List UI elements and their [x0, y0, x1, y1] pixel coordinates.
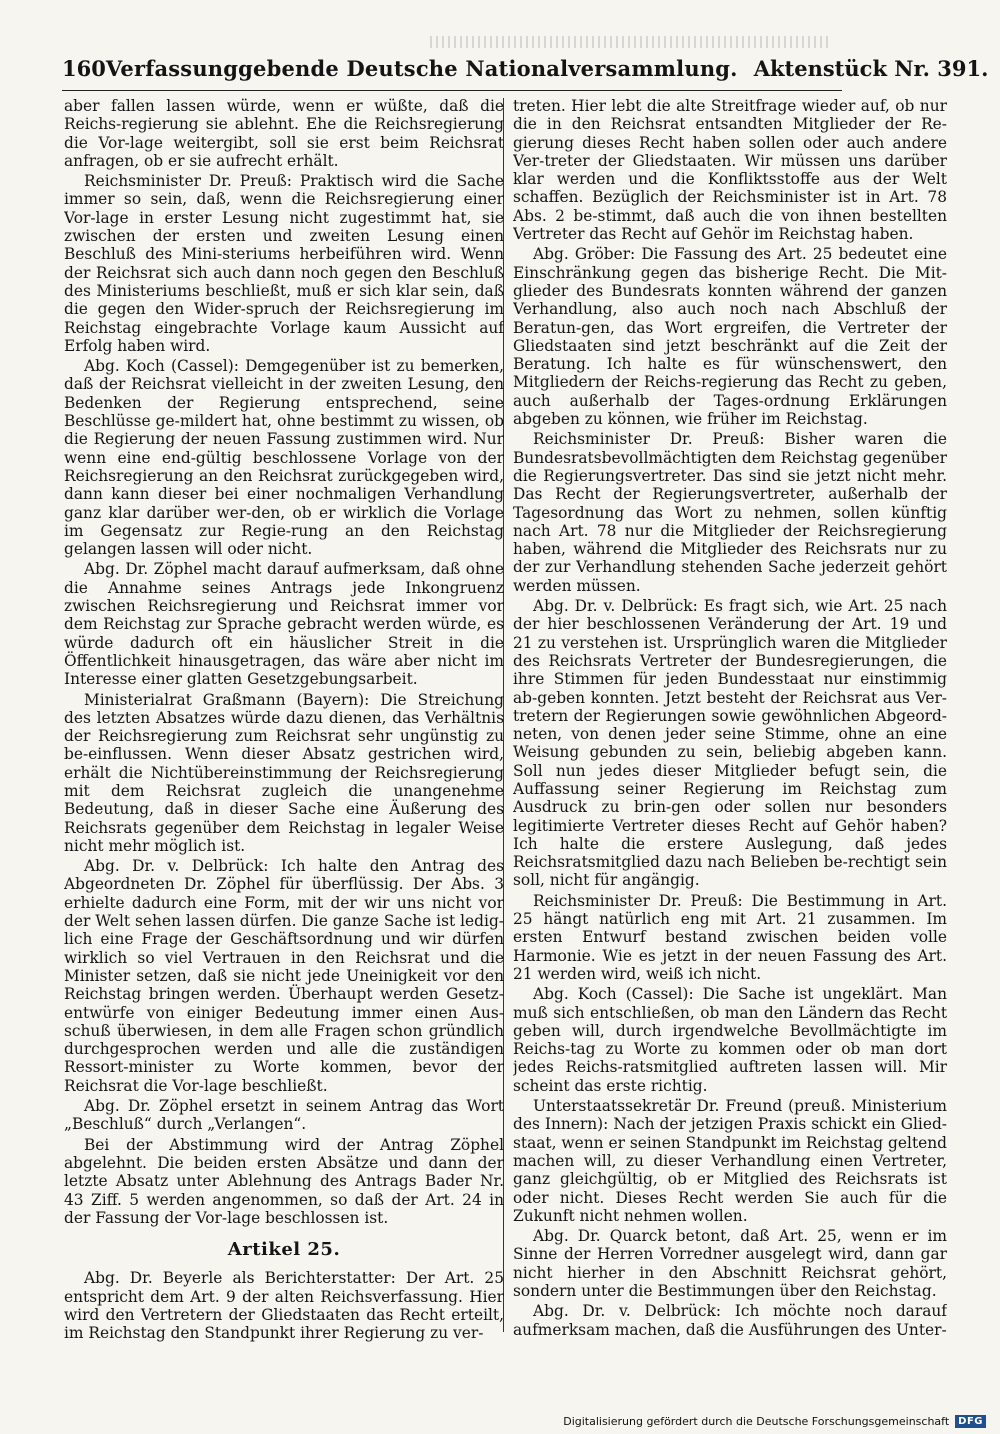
paragraph: Ministerialrat Graßmann (Bayern): Die Streichung des letzten Absatzes würde dazu dienen, das Verhältnis der Reichsregierung zum Reichsrat sehr ungünstig zu be-einflussen. Wenn dieser Absatz gestrichen wird, erhält die Nichtübereinstimmung der Reichsregierung mit dem Reichsrat zugleich die unangenehme Bedeutung, daß in dieser Sache eine Äußerung des Reichsrats gegenüber dem Reichstag in legaler Weise nicht mehr möglich ist.: [64, 690, 504, 855]
paragraph: Abg. Dr. v. Delbrück: Ich möchte noch darauf aufmerksam machen, daß die Ausführungen des Unter-: [513, 1302, 947, 1339]
paragraph: Abg. Dr. v. Delbrück: Es fragt sich, wie Art. 25 nach der hier beschlossenen Veränderung der Art. 19 und 21 zu verstehen ist. Ursprünglich waren die Mitglieder des Reichsrats Vertreter der Bundesregierungen, die ihre Stimmen für jeden Bundesstaat nur einstimmig ab-geben konnten. Jetzt besteht der Reichsrat aus Ver-tretern der Regierungen sowie gewöhnlichen Abgeord-neten, von denen jeder seine Stimme, ohne an eine Weisung gebunden zu sein, beliebig abgeben kann. Soll nun jedes dieser Mitglieder befugt sein, die Auffassung seiner Regierung im Reichstag zum Ausdruck zu brin-gen oder sollen nur besonders legitimierte Vertreter dieses Recht auf Gehör haben? Ich halte die erstere Auslegung, daß jedes Reichsratsmitglied dazu nach Belieben be-rechtigt sein soll, nicht für angängig.: [513, 597, 947, 890]
paragraph: Abg. Gröber: Die Fassung des Art. 25 bedeutet eine Einschränkung gegen das bisherige Recht. Die Mit-glieder des Bundesrats konnten während der ganzen Verhandlung, also auch noch nach Abschluß der Beratun-gen, das Wort ergreifen, die Vertreter der Gliedstaaten sind jetzt beschränkt auf die Zeit der Beratung. Ich halte es für wünschenswert, den Mitgliedern der Reichs-regierung das Recht zu geben, auch außerhalb der Tages-ordnung Erklärungen abgeben zu können, wie früher im Reichstag.: [513, 245, 947, 429]
paragraph: Unterstaatssekretär Dr. Freund (preuß. Ministerium des Innern): Nach der jetzigen Praxis schickt ein Glied-staat, wenn er seinen Standpunkt im Reichstag geltend machen will, zu dieser Verhandlung einen Vertreter, ganz gleichgültig, ob er Mitglied des Reichsrats ist oder nicht. Dieses Recht werden Sie auch für die Zukunft nicht nehmen wollen.: [513, 1097, 947, 1225]
paragraph: Abg. Dr. Zöphel macht darauf aufmerksam, daß ohne die Annahme seines Antrags jede Inkongruenz zwischen Reichsregierung und Reichsrat immer vor dem Reichstag zur Sprache gebracht werden würde, es würde dadurch oft ein häuslicher Streit in die Öffentlichkeit hinausgetragen, das wäre aber nicht im Interesse einer glatten Gesetzgebungsarbeit.: [64, 560, 504, 689]
header-rule: [62, 90, 842, 91]
paragraph: Reichsminister Dr. Preuß: Bisher waren die Bundesratsbevollmächtigten dem Reichstag gegenüber die Regierungsvertreter. Das sind sie jetzt nicht mehr. Das Recht der Regierungsvertreter, außerhalb der Tagesordnung das Wort zu nehmen, sollen künftig nach Art. 78 nur die Mitglieder der Reichsregierung haben, während die Mitglieder des Reichsrats nur zu der zur Verhandlung stehenden Sache jederzeit gehört werden müssen.: [513, 430, 947, 595]
dfg-logo: DFG: [955, 1415, 986, 1428]
paragraph: Abg. Koch (Cassel): Demgegenüber ist zu bemerken, daß der Reichsrat vielleicht in der zweiten Lesung, den Bedenken der Regierung entsprechend, seine Beschlüsse ge-mildert hat, ohne bestimmt zu wissen, ob die Regierung der neuen Fassung zustimmen wird. Nur wenn eine end-gültig beschlossene Vorlage von der Reichsregierung an den Reichsrat zurückgegeben wird, dann kann dieser bei einer nochmaligen Verhandlung ganz klar darüber wer-den, ob er wirklich die Vorlage im Gegensatz zur Regie-rung an den Reichstag gelangen lassen will oder nicht.: [64, 357, 504, 559]
paragraph: treten. Hier lebt die alte Streitfrage wieder auf, ob nur die in den Reichsrat entsandten Mitglieder der Re-gierung dieses Recht haben sollen oder auch andere Ver-treter der Gliedstaaten. Wir müssen uns darüber klar werden und die Konfliktsstoffe aus der Welt schaffen. Bezüglich der Reichsminister ist in Art. 78 Abs. 2 be-stimmt, daß auch die von ihnen bestellten Vertreter das Recht auf Gehör im Reichstag haben.: [513, 97, 947, 244]
paragraph: Abg. Koch (Cassel): Die Sache ist ungeklärt. Man muß sich entschließen, ob man den Ländern das Recht geben will, durch irgendwelche Bevollmächtigte im Reichs-tag zu Worte zu kommen oder ob man dort jedes Reichs-ratsmitglied auftreten lassen will. Mir scheint das erste richtig.: [513, 985, 947, 1095]
left-column: [64, 97, 504, 1347]
paragraph: Abg. Dr. v. Delbrück: Ich halte den Antrag des Abgeordneten Dr. Zöphel für überflüssig. Der Abs. 3 erhielte dadurch eine Form, mit der wir uns nicht vor der Welt sehen lassen dürfen. Die ganze Sache ist ledig-lich eine Frage der Geschäftsordnung und wir dürfen wirklich so viel Vertrauen in den Reichsrat und die Minister setzen, daß sie nicht jede Uneinigkeit vor den Reichstag bringen werden. Überhaupt werden Gesetz-entwürfe von einiger Bedeutung immer einen Aus-schuß überwiesen, in dem alle Fragen schon gründlich durchgesprochen werden und alle die zuständigen Ressort-minister zu Worte kommen, bevor der Reichsrat die Vor-lage beschließt.: [64, 857, 504, 1095]
page-number: 160: [62, 56, 106, 81]
running-title: Verfassunggebende Deutsche Nationalversammlung.: [105, 56, 738, 81]
page-header: [62, 56, 989, 90]
paragraph: aber fallen lassen würde, wenn er wüßte, daß die Reichs-regierung sie ablehnt. Ehe die Reichsregierung die Vor-lage weitergibt, soll sie erst beim Reichsrat anfragen, ob er sie aufrecht erhält.: [64, 97, 504, 170]
paragraph: Abg. Dr. Beyerle als Berichterstatter: Der Art. 25 entspricht dem Art. 9 der alten Reichsverfassung. Hier wird den Vertretern der Gliedstaaten das Recht erteilt, im Reichstag den Standpunkt ihrer Regierung zu ver-: [64, 1269, 504, 1343]
vote-paragraph: Bei der Abstimmung wird der Antrag Zöphel abgelehnt. Die beiden ersten Absätze und dann der letzte Absatz unter Ablehnung des Antrags Bader Nr. 43 Ziff. 5 werden angenommen, so daß der Art. 24 in der Fassung der Vor-lage beschlossen ist.: [64, 1135, 504, 1227]
document-number: Aktenstück Nr. 391.: [753, 56, 989, 81]
paragraph: Reichsminister Dr. Preuß: Die Bestimmung in Art. 25 hängt natürlich eng mit Art. 21 zusammen. Im ersten Entwurf bestand zwischen beiden volle Harmonie. Wie es jetzt in der neuen Fassung des Art. 21 werden wird, weiß ich nicht.: [513, 891, 947, 983]
paragraph: Abg. Dr. Zöphel ersetzt in seinem Antrag das Wort „Beschluß“ durch „Verlangen“.: [64, 1097, 504, 1134]
paragraph: Reichsminister Dr. Preuß: Praktisch wird die Sache immer so sein, daß, wenn die Reichsregierung einer Vor-lage in erster Lesung nicht zugestimmt hat, sie zwischen der ersten und zweiten Lesung einen Beschluß des Mini-steriums herbeiführen wird. Wenn der Reichsrat sich auch dann noch gegen den Beschluß des Ministeriums beschließt, muß er sich klar sein, daß die gegen den Wider-spruch der Reichsregierung im Reichstag eingebrachte Vorlage kaum Aussicht auf Erfolg haben wird.: [64, 172, 504, 355]
page-footer: [563, 1415, 986, 1428]
right-column: [513, 97, 947, 1347]
paragraph: Abg. Dr. Quarck betont, daß Art. 25, wenn er im Sinne der Herren Vorredner ausgelegt wird, dann gar nicht hierher in den Abschnitt Reichsrat gehört, sondern unter die Bestimmungen über den Reichstag.: [513, 1227, 947, 1300]
funding-credit: Digitalisierung gefördert durch die Deutsche Forschungsgemeinschaft: [563, 1415, 950, 1428]
article-heading: Artikel 25.: [227, 1239, 341, 1261]
scan-noise: [430, 36, 830, 48]
